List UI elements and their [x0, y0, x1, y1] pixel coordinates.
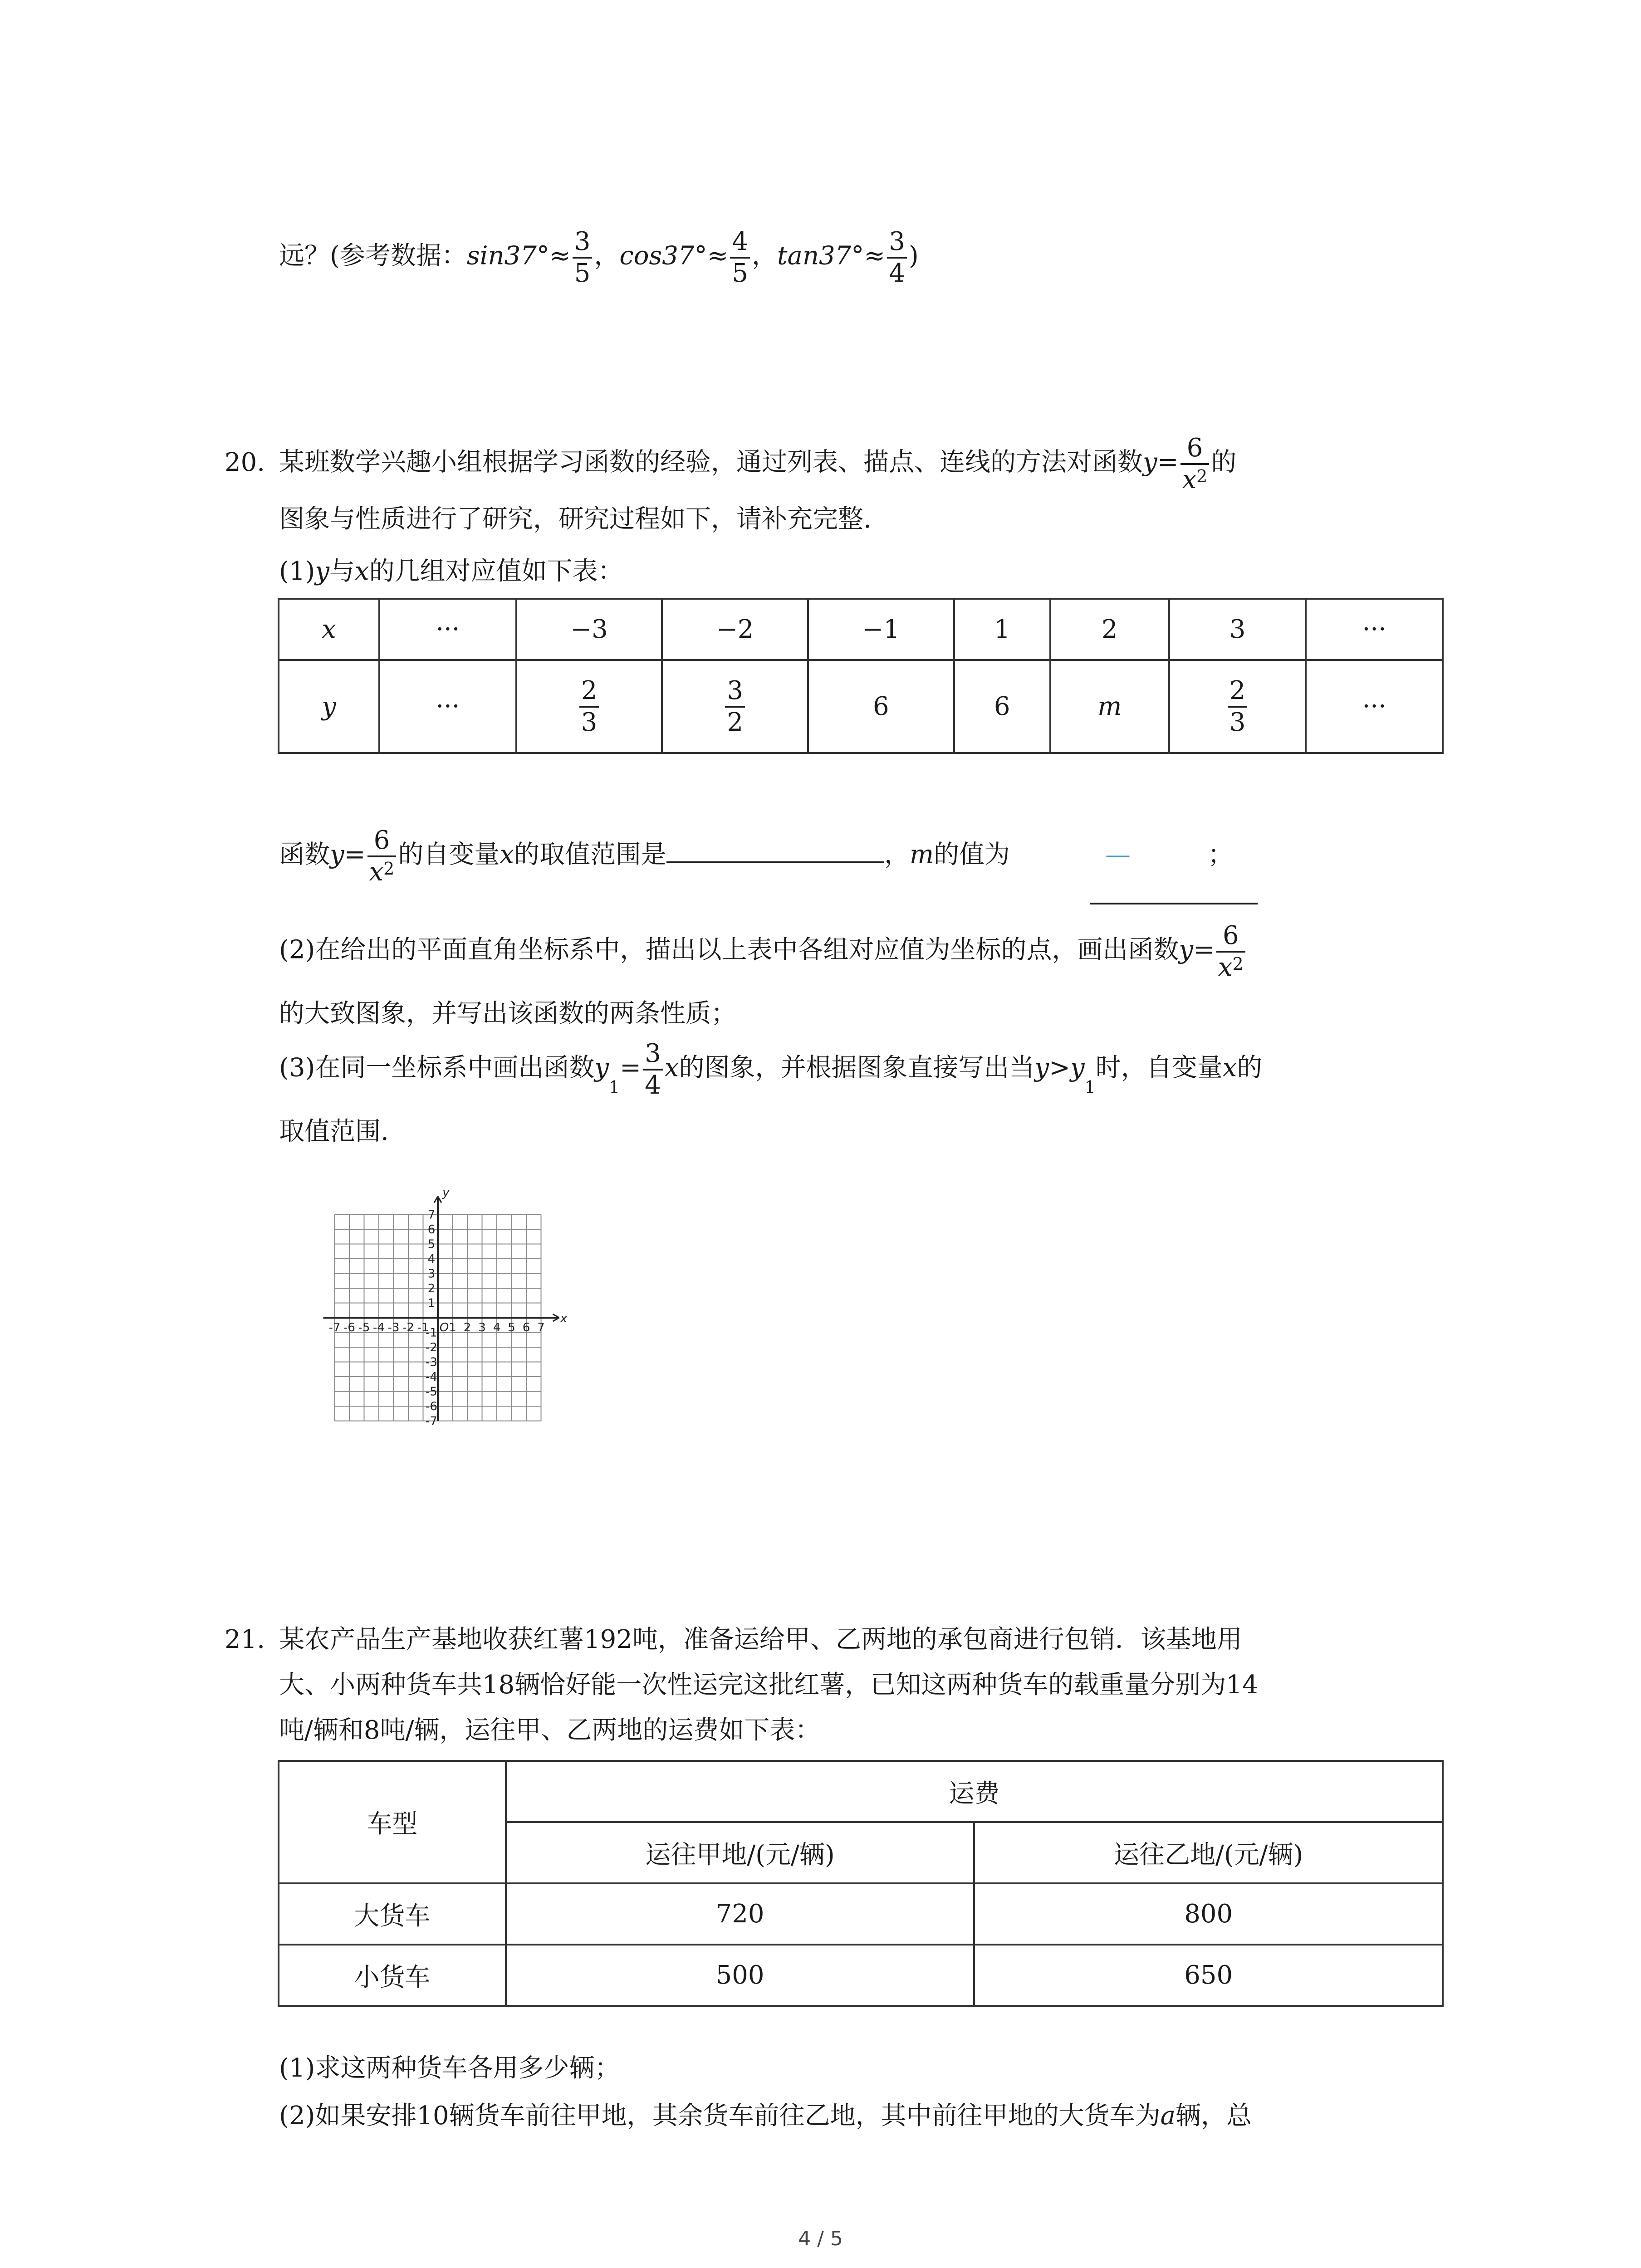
x-tick-label: -3 — [387, 1321, 400, 1334]
text: (1)求这两种货车各用多少辆； — [279, 2053, 620, 2083]
y-tick-label: 1 — [427, 1296, 436, 1310]
close-paren: ) — [908, 241, 919, 271]
table-frac — [725, 676, 745, 738]
text: 辆，总 — [1175, 2101, 1252, 2131]
sin-numerator: 3 — [574, 227, 591, 256]
table-frac — [1228, 676, 1248, 738]
cos-denominator: 5 — [730, 257, 750, 288]
x-axis-label: x — [560, 1312, 568, 1325]
function-y: y= — [1179, 935, 1215, 965]
x-cell: −2 — [662, 599, 808, 660]
var-x: x — [354, 557, 369, 586]
x-tick-label: 6 — [522, 1321, 530, 1334]
x-tick-label: 1 — [449, 1321, 456, 1334]
fee-jia: 720 — [506, 1883, 975, 1945]
y-tick-label: 5 — [427, 1237, 436, 1251]
q20-stem-line2: 图象与性质进行了研究，研究过程如下，请补充完整. — [279, 504, 872, 534]
numerator: 6 — [1222, 921, 1239, 950]
x-cell: −1 — [808, 599, 954, 660]
header-to-jia: 运往甲地/(元/辆) — [506, 1822, 975, 1883]
sin-denominator: 5 — [573, 257, 593, 288]
text: 函数 — [279, 840, 330, 870]
var-y: y — [315, 557, 329, 586]
q20-stem: 某班数学兴趣小组根据学习函数的经验，通过列表、描点、连线的方法对函数 — [279, 447, 1143, 477]
den-base: x — [1182, 465, 1197, 494]
var-y: y — [1034, 1053, 1049, 1083]
text: ； — [1208, 840, 1234, 870]
text: 的自变量 — [398, 840, 500, 870]
text: (2)在给出的平面直角坐标系中，描出以上表中各组对应值为坐标的点，画出函数 — [279, 935, 1179, 965]
x-tick-label: 7 — [537, 1321, 545, 1334]
text: 的大致图象，并写出该函数的两条性质； — [279, 999, 736, 1028]
answer-blank-range[interactable] — [666, 836, 884, 863]
function-fraction — [367, 826, 397, 887]
y-tick-label: -4 — [426, 1370, 437, 1384]
header-to-yi: 运往乙地/(元/辆) — [974, 1822, 1443, 1883]
y-cell: 6 — [808, 660, 954, 753]
text: 的取值范围是 — [514, 840, 666, 870]
x-cell: ··· — [1306, 599, 1443, 660]
y-cell: 6 — [954, 660, 1050, 753]
x-tick-label: 2 — [463, 1321, 471, 1334]
table-row-x — [279, 599, 1443, 660]
var-y1: y — [594, 1053, 609, 1083]
question-number: 21. — [225, 1625, 265, 1654]
row-label-x: x — [279, 599, 379, 660]
numerator: 2 — [1229, 675, 1246, 705]
q21-freight-table — [278, 1760, 1444, 2007]
denominator: 3 — [579, 706, 599, 738]
fee-jia: 500 — [506, 1945, 975, 2006]
q19-reference-text: 远？(参考数据： — [279, 241, 467, 271]
x-tick-label: -5 — [358, 1321, 370, 1334]
var-y1: y — [1070, 1053, 1085, 1083]
text: (3)在同一坐标系中画出函数 — [279, 1053, 595, 1083]
vehicle-type: 小货车 — [279, 1945, 506, 2006]
text: 与 — [329, 557, 355, 586]
y-tick-label: 4 — [427, 1252, 436, 1266]
q20-part3-line1 — [279, 1039, 1262, 1100]
x-cell: 1 — [954, 599, 1050, 660]
y-tick-label: -1 — [426, 1326, 437, 1340]
den-base: x — [369, 857, 384, 887]
q21-stem-line2: 大、小两种货车共18辆恰好能一次性运完这批红薯，已知这两种货车的载重量分别为14 — [279, 1670, 1259, 1700]
var-x: x — [500, 840, 514, 870]
x-tick-label: 4 — [493, 1321, 501, 1334]
var-m: m — [909, 840, 934, 870]
tan-numerator: 3 — [889, 227, 905, 256]
q21-line1 — [225, 1624, 1242, 1656]
den-exponent: 2 — [1196, 466, 1208, 486]
denominator — [1181, 463, 1210, 495]
denominator: 2 — [725, 706, 745, 738]
text: 的 — [1237, 1053, 1263, 1083]
numerator: 3 — [645, 1039, 661, 1068]
x-tick-label: -2 — [402, 1321, 414, 1334]
separator: ， — [884, 840, 910, 870]
q20-part1-intro — [279, 556, 623, 587]
table-row-y — [279, 660, 1443, 753]
sin-label: sin37°≈ — [466, 241, 571, 271]
q21-stem-line3: 吨/辆和8吨/辆，运往甲、乙两地的运费如下表： — [279, 1716, 821, 1745]
denominator — [367, 855, 397, 887]
function-y: y= — [330, 840, 366, 870]
text: 时，自变量 — [1095, 1053, 1223, 1083]
y-tick-label: -6 — [426, 1400, 437, 1413]
text: 的图象，并根据图象直接写出当 — [679, 1053, 1035, 1083]
x-cell: 3 — [1169, 599, 1306, 660]
page-number: 4 / 5 — [798, 2227, 843, 2250]
table-header-row — [279, 1761, 1443, 1822]
subscript: 1 — [1084, 1077, 1096, 1097]
row-label-y: y — [279, 660, 379, 753]
denominator — [1216, 951, 1245, 982]
numerator: 6 — [373, 826, 390, 855]
text: 取值范围. — [279, 1117, 389, 1146]
question-number: 20. — [225, 447, 265, 477]
x-tick-label: 5 — [508, 1321, 515, 1334]
x-tick-label: -4 — [373, 1321, 385, 1334]
var-x: x — [664, 1053, 679, 1083]
denominator: 4 — [643, 1069, 663, 1100]
numerator: 2 — [581, 675, 598, 705]
x-cell: 2 — [1050, 599, 1169, 660]
q20-line1 — [225, 433, 1236, 495]
y-tick-label: -7 — [426, 1414, 437, 1428]
y-cell: ··· — [379, 660, 516, 753]
y-tick-label: -2 — [426, 1341, 437, 1354]
y-tick-label: 2 — [427, 1282, 436, 1295]
table-row — [279, 1945, 1443, 2006]
y-tick-label: 7 — [427, 1208, 436, 1222]
table-frac — [579, 676, 599, 738]
subscript: 1 — [608, 1077, 620, 1097]
slope-fraction — [643, 1039, 663, 1100]
q21-part1 — [279, 2053, 620, 2084]
y-cell: ··· — [1306, 660, 1443, 753]
q20-part3-line2 — [279, 1116, 389, 1148]
x-tick-label: -1 — [417, 1321, 429, 1334]
y-cell: m — [1050, 660, 1169, 753]
den-base: x — [1218, 953, 1233, 982]
cos-label: cos37°≈ — [619, 241, 729, 271]
table-row — [279, 1883, 1443, 1945]
tan-label: tan37°≈ — [777, 241, 886, 271]
coordinate-grid — [272, 1145, 626, 1486]
x-cell: −3 — [516, 599, 662, 660]
x-tick-label: 3 — [478, 1321, 486, 1334]
separator: ， — [594, 241, 620, 271]
den-exponent: 2 — [383, 859, 395, 879]
q19-reference-line — [279, 227, 919, 288]
part-label: (1) — [279, 557, 315, 586]
numerator: 3 — [727, 675, 743, 705]
q20-line2 — [279, 503, 872, 535]
y-axis-label: y — [442, 1186, 450, 1200]
q21-line2 — [279, 1669, 1259, 1701]
x-tick-label: -6 — [343, 1321, 355, 1334]
y-cell — [662, 660, 808, 753]
text: > — [1048, 1053, 1070, 1083]
function-fraction — [1216, 921, 1245, 982]
den-exponent: 2 — [1232, 954, 1244, 974]
y-tick-label: -5 — [426, 1385, 437, 1399]
numerator: 6 — [1186, 433, 1203, 463]
sin-fraction — [573, 227, 593, 288]
y-cell — [1169, 660, 1306, 753]
fee-yi: 800 — [974, 1883, 1443, 1945]
function-y: y= — [1143, 447, 1179, 477]
q20-value-table — [278, 598, 1444, 754]
text: 的值为 — [934, 840, 1010, 870]
text: 的几组对应值如下表： — [369, 557, 623, 586]
y-cell — [516, 660, 662, 753]
answer-blank-m[interactable] — [1090, 903, 1258, 904]
text: = — [620, 1053, 642, 1083]
cos-fraction — [730, 227, 750, 288]
q20-stem-end: 的 — [1211, 447, 1237, 477]
y-tick-label: -3 — [426, 1355, 437, 1369]
tan-denominator: 4 — [887, 257, 907, 288]
q20-part2-line1 — [279, 921, 1247, 982]
x-tick-label: -7 — [328, 1321, 341, 1334]
fee-yi: 650 — [974, 1945, 1443, 2006]
denominator: 3 — [1228, 706, 1248, 738]
vehicle-type: 大货车 — [279, 1883, 506, 1945]
var-x: x — [1222, 1053, 1237, 1083]
header-vehicle-type: 车型 — [279, 1761, 506, 1883]
origin-label: O — [439, 1321, 449, 1334]
function-fraction — [1181, 433, 1210, 495]
cos-numerator: 4 — [732, 227, 749, 256]
y-tick-label: 3 — [427, 1267, 436, 1281]
q21-stem: 某农产品生产基地收获红薯192吨，准备运给甲、乙两地的承包商进行包销．该基地用 — [279, 1625, 1242, 1654]
var-a: a — [1160, 2101, 1176, 2131]
y-tick-label: 6 — [427, 1223, 436, 1237]
q20-fill-line — [279, 826, 1233, 887]
header-fee: 运费 — [506, 1761, 1443, 1822]
q20-part2-line2 — [279, 998, 736, 1030]
q21-part2 — [279, 2100, 1252, 2132]
text: (2)如果安排10辆货车前往甲地，其余货车前往乙地，其中前往甲地的大货车为 — [279, 2101, 1161, 2131]
answer-dash: — — [1105, 840, 1131, 870]
tan-fraction — [887, 227, 907, 288]
separator: ， — [752, 241, 778, 271]
q21-line3 — [279, 1715, 820, 1746]
x-cell: ··· — [379, 599, 516, 660]
